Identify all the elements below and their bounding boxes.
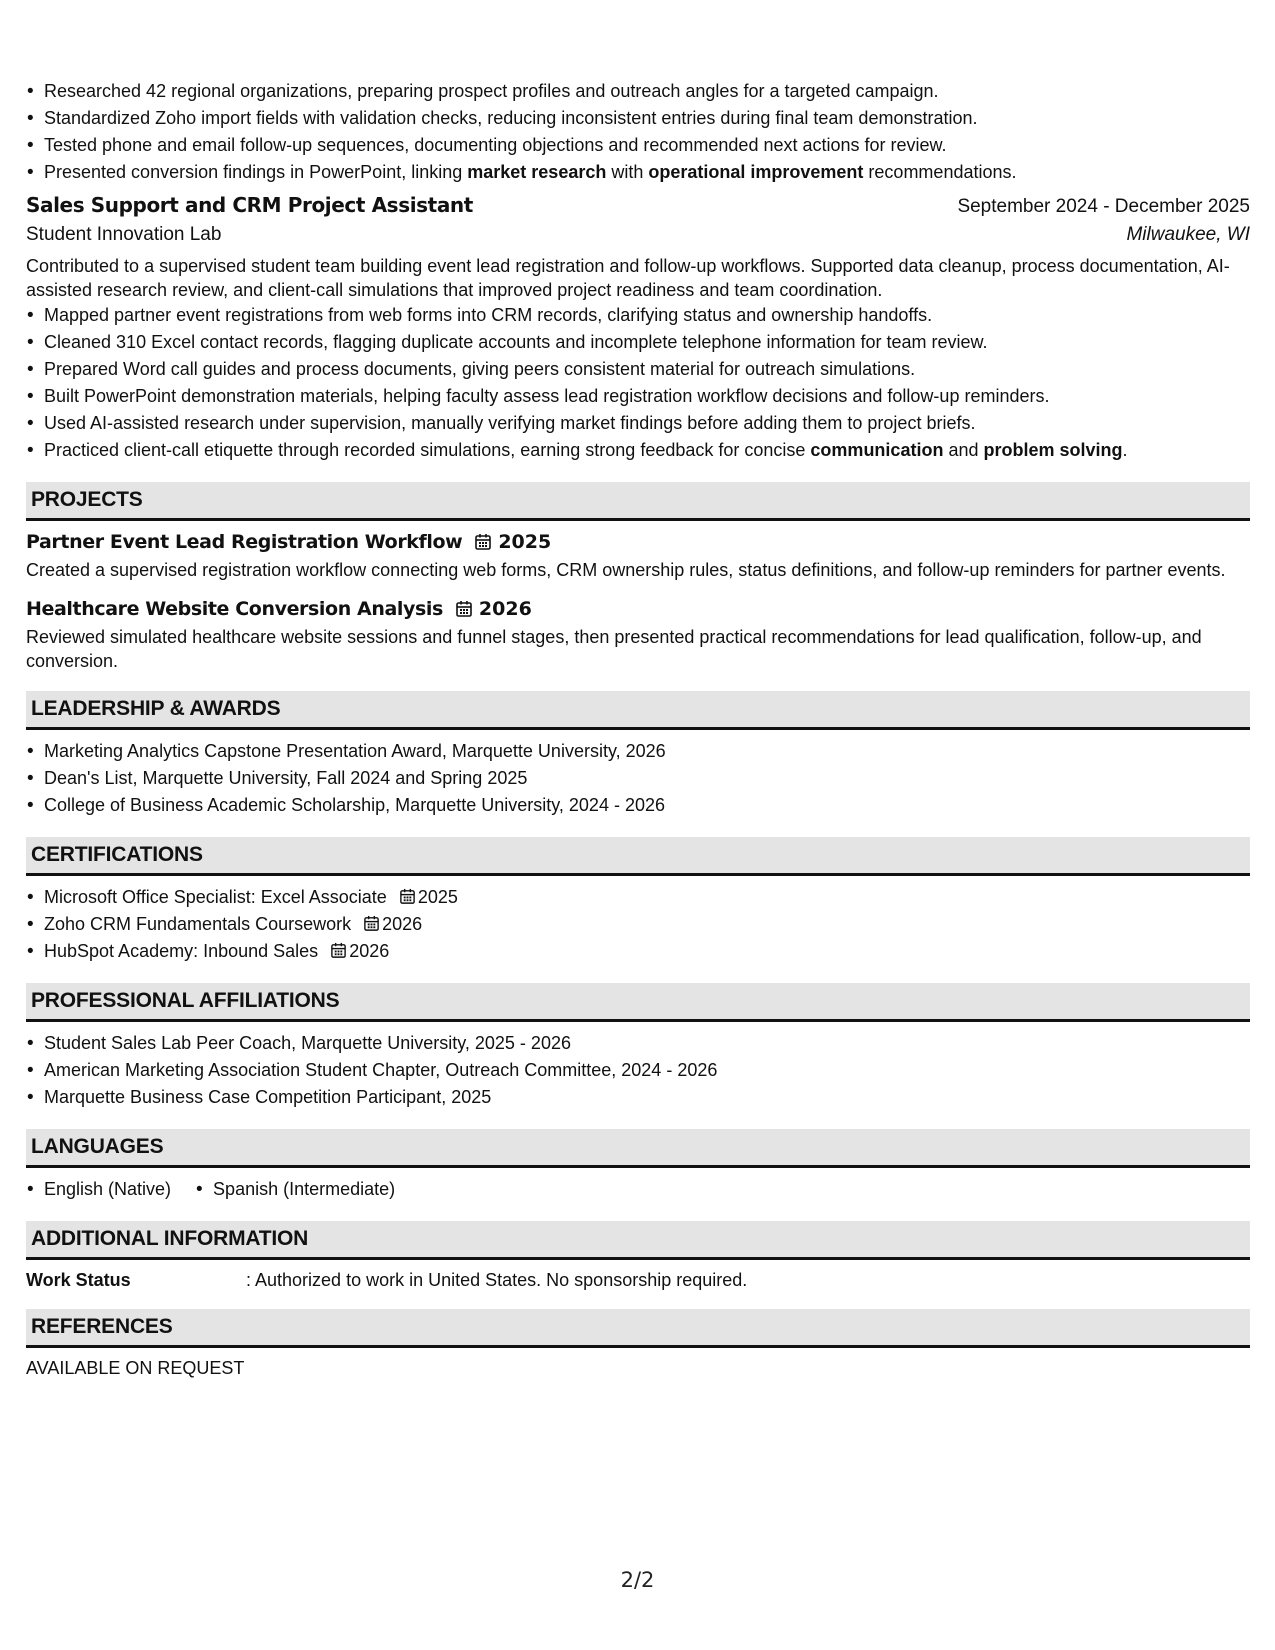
- list-item: • Prepared Word call guides and process documents, giving peers consistent material for outreach simulations.: [26, 356, 1250, 383]
- job-subheader: [26, 224, 1250, 246]
- project-title: Partner Event Lead Registration Workflow: [26, 531, 463, 553]
- list-item: • Dean's List, Marquette University, Fall 2024 and Spring 2025: [26, 765, 1250, 792]
- list-item: • Marketing Analytics Capstone Presentation Award, Marquette University, 2026: [26, 738, 1250, 765]
- keyword: problem solving: [983, 440, 1123, 460]
- project-year: 2026: [478, 598, 532, 620]
- keyword: operational improvement: [648, 162, 864, 182]
- job-summary: Contributed to a supervised student team building event lead registration and follow-up workflows. Supported data cleanup, process documentation, AI-assisted research review, and client-call simulations that improved project readiness and team coordination.: [26, 256, 1230, 300]
- job-organization: Student Innovation Lab: [26, 224, 222, 245]
- section-header-certifications: CERTIFICATIONS: [26, 837, 1250, 876]
- certification-name: Microsoft Office Specialist: Excel Associate: [44, 887, 387, 907]
- section-header-affiliations: PROFESSIONAL AFFILIATIONS: [26, 983, 1250, 1022]
- work-status-label: Work Status: [26, 1270, 131, 1290]
- leadership-list: [26, 738, 1250, 819]
- keyword: market research: [467, 162, 607, 182]
- list-item: • Tested phone and email follow-up sequences, documenting objections and recommended next actions for review.: [26, 132, 1250, 159]
- job-location: Milwaukee, WI: [1126, 224, 1250, 245]
- list-item: [26, 884, 1250, 911]
- list-item: • Spanish (Intermediate): [195, 1176, 395, 1203]
- work-status-row: [26, 1270, 1250, 1291]
- list-item: [26, 938, 1250, 965]
- certifications-list: [26, 884, 1250, 965]
- calendar-icon: [455, 600, 473, 618]
- section-header-languages: LANGUAGES: [26, 1129, 1250, 1168]
- list-item: • College of Business Academic Scholarship, Marquette University, 2024 - 2026: [26, 792, 1250, 819]
- project-title: Healthcare Website Conversion Analysis: [26, 598, 443, 620]
- project-description: Reviewed simulated healthcare website sessions and funnel stages, then presented practical recommendations for lead qualification, follow-up, and conversion.: [26, 627, 1202, 671]
- certification-year: 2026: [349, 941, 390, 961]
- languages-list: [26, 1176, 1250, 1203]
- keyword: communication: [810, 440, 944, 460]
- project-header: [26, 598, 1250, 620]
- list-item: • English (Native): [26, 1176, 171, 1203]
- list-item: [26, 911, 1250, 938]
- page-number: 2/2: [620, 1568, 655, 1592]
- section-header-projects: PROJECTS: [26, 482, 1250, 521]
- list-item: • Practiced client-call etiquette through recorded simulations, earning strong feedback for concise communication and problem solving.: [26, 437, 1250, 464]
- list-item: • American Marketing Association Student Chapter, Outreach Committee, 2024 - 2026: [26, 1057, 1250, 1084]
- affiliations-list: [26, 1030, 1250, 1111]
- certification-year: 2025: [417, 887, 458, 907]
- job-dates: September 2024 - December 2025: [957, 196, 1250, 217]
- project-header: [26, 531, 1250, 553]
- calendar-icon: [474, 533, 492, 551]
- certification-year: 2026: [382, 914, 423, 934]
- section-header-leadership: LEADERSHIP & AWARDS: [26, 691, 1250, 730]
- certification-name: HubSpot Academy: Inbound Sales: [44, 941, 319, 961]
- list-item: • Built PowerPoint demonstration materials, helping faculty assess lead registration workflow decisions and follow-up reminders.: [26, 383, 1250, 410]
- resume-page: [26, 78, 1250, 1379]
- section-header-additional-info: ADDITIONAL INFORMATION: [26, 1221, 1250, 1260]
- calendar-icon: [363, 915, 380, 932]
- list-item: • Standardized Zoho import fields with validation checks, reducing inconsistent entries during final team demonstration.: [26, 105, 1250, 132]
- list-item: • Marquette Business Case Competition Participant, 2025: [26, 1084, 1250, 1111]
- previous-role-bullets: [26, 78, 1250, 186]
- list-item: • Presented conversion findings in PowerPoint, linking market research with operational improvement recommendations.: [26, 159, 1250, 186]
- list-item: • Researched 42 regional organizations, preparing prospect profiles and outreach angles for a targeted campaign.: [26, 78, 1250, 105]
- certification-name: Zoho CRM Fundamentals Coursework: [44, 914, 352, 934]
- calendar-icon: [330, 942, 347, 959]
- list-item: • Mapped partner event registrations from web forms into CRM records, clarifying status and ownership handoffs.: [26, 302, 1250, 329]
- job-bullets: [26, 302, 1250, 464]
- work-status-value: : Authorized to work in United States. No sponsorship required.: [246, 1270, 748, 1290]
- references-text: AVAILABLE ON REQUEST: [26, 1358, 245, 1378]
- list-item: • Student Sales Lab Peer Coach, Marquette University, 2025 - 2026: [26, 1030, 1250, 1057]
- project-year: 2025: [498, 531, 552, 553]
- list-item: • Used AI-assisted research under supervision, manually verifying market findings before adding them to project briefs.: [26, 410, 1250, 437]
- project-description: Created a supervised registration workflow connecting web forms, CRM ownership rules, status definitions, and follow-up reminders for partner events.: [26, 560, 1226, 580]
- calendar-icon: [399, 888, 416, 905]
- job-title: Sales Support and CRM Project Assistant: [26, 193, 473, 217]
- list-item: • Cleaned 310 Excel contact records, flagging duplicate accounts and incomplete telephone information for team review.: [26, 329, 1250, 356]
- job-header: [26, 193, 1250, 218]
- section-header-references: REFERENCES: [26, 1309, 1250, 1348]
